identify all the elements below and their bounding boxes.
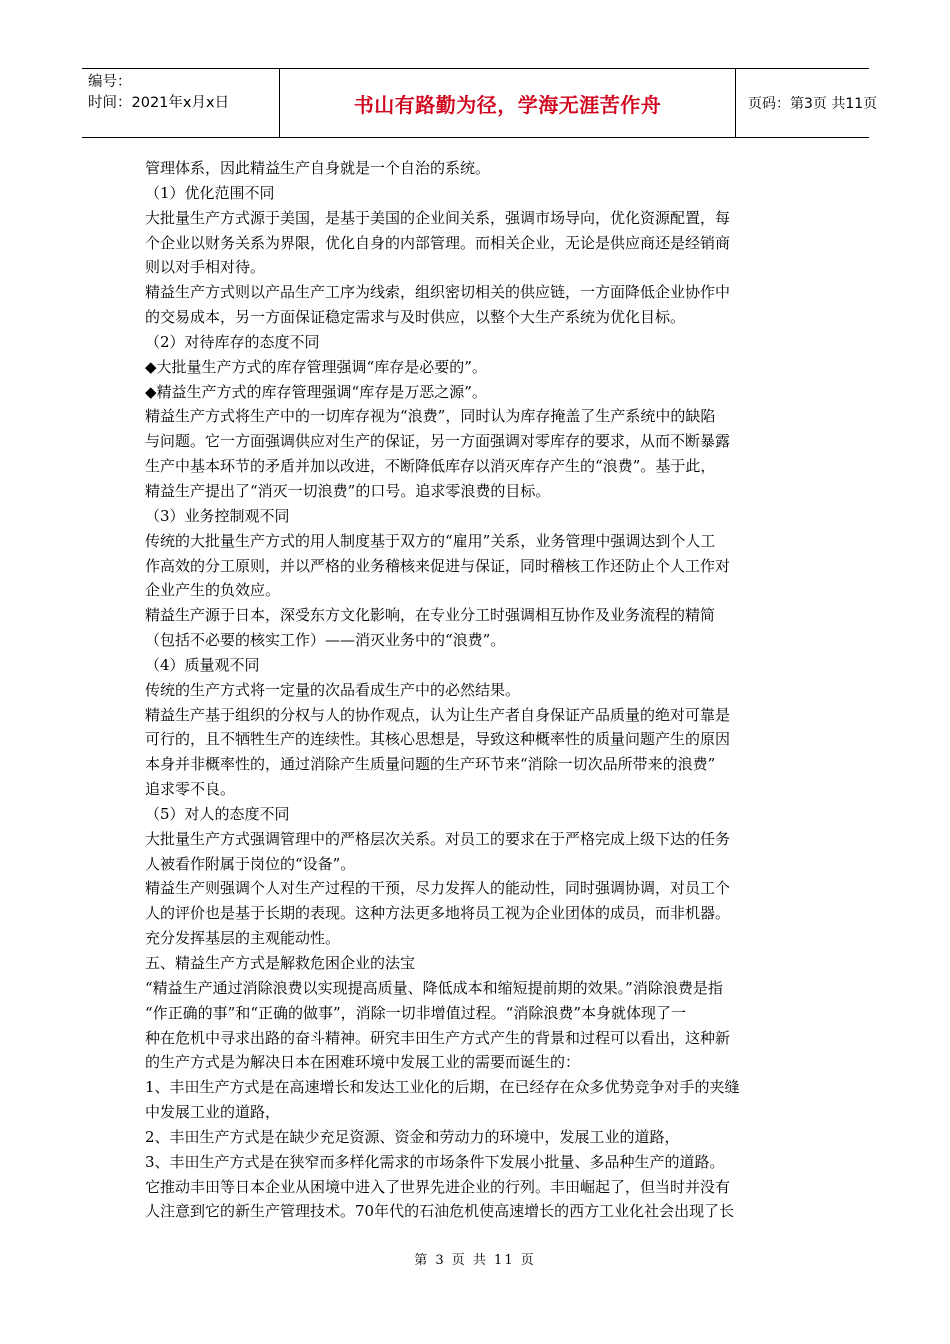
text-line: （包括不必要的核实工作）——消灭业务中的“浪费”。 bbox=[145, 631, 506, 650]
document-date: 时间：2021年x月x日 bbox=[88, 95, 230, 111]
text-line: 传统的大批量生产方式的用人制度基于双方的“雇用”关系，业务管理中强调达到个人工 bbox=[145, 531, 716, 550]
header-motto-cell bbox=[280, 69, 736, 137]
text-line: 个企业以财务关系为界限，优化自身的内部管理。而相关企业，无论是供应商还是经销商 bbox=[145, 233, 731, 252]
text-line: 作高效的分工原则，并以严格的业务稽核来促进与保证，同时稽核工作还防止个人工作对 bbox=[145, 556, 731, 575]
text-line: （4）质量观不同 bbox=[145, 655, 260, 674]
text-line: 精益生产方式则以产品生产工序为线索，组织密切相关的供应链，一方面降低企业协作中 bbox=[145, 283, 731, 302]
text-line: 传统的生产方式将一定量的次品看成生产中的必然结果。 bbox=[145, 680, 521, 699]
text-line: 管理体系，因此精益生产自身就是一个自治的系统。 bbox=[145, 159, 491, 177]
text-line: 大批量生产方式强调管理中的严格层次关系。对员工的要求在于严格完成上级下达的任务 bbox=[145, 829, 731, 848]
document-number-label: 编号： bbox=[88, 74, 132, 90]
text-line: 精益生产基于组织的分权与人的协作观点，认为让生产者自身保证产品质量的绝对可靠是 bbox=[145, 705, 731, 724]
text-line: 精益生产则强调个人对生产过程的干预，尽力发挥人的能动性，同时强调协调，对员工个 bbox=[145, 879, 731, 898]
page-footer: 第 3 页 共 11 页 bbox=[414, 1253, 536, 1268]
text-line: 追求零不良。 bbox=[145, 780, 236, 799]
text-line: 精益生产方式将生产中的一切库存视为“浪费”，同时认为库存掩盖了生产系统中的缺陷 bbox=[145, 407, 716, 426]
text-line: 企业产生的负效应。 bbox=[145, 581, 281, 600]
text-line: 的交易成本，另一方面保证稳定需求与及时供应，以整个大生产系统为优化目标。 bbox=[145, 308, 686, 327]
text-line: 精益生产源于日本，深受东方文化影响，在专业分工时强调相互协作及业务流程的精简 bbox=[145, 606, 716, 625]
page-header bbox=[82, 68, 878, 138]
header-meta bbox=[82, 69, 280, 137]
text-line: 人注意到它的新生产管理技术。70年代的石油危机使高速增长的西方工业化社会出现了长 bbox=[145, 1202, 735, 1221]
header-motto: 书山有路勤为径，学海无涯苦作舟 bbox=[353, 92, 662, 117]
text-line: 五、精益生产方式是解救危困企业的法宝 bbox=[145, 954, 416, 972]
text-line: （3）业务控制观不同 bbox=[145, 506, 290, 525]
text-line: ◆大批量生产方式的库存管理强调“库存是必要的”。 bbox=[145, 357, 487, 376]
text-line: 大批量生产方式源于美国，是基于美国的企业间关系，强调市场导向，优化资源配置，每 bbox=[145, 208, 731, 227]
text-line: 2、丰田生产方式是在缺少充足资源、资金和劳动力的环境中，发展工业的道路， bbox=[145, 1127, 680, 1146]
text-line: 生产中基本环节的矛盾并加以改进，不断降低库存以消灭库存产生的“浪费”。基于此， bbox=[145, 457, 716, 476]
text-line: 与问题。它一方面强调供应对生产的保证，另一方面强调对零库存的要求，从而不断暴露 bbox=[145, 432, 731, 451]
text-line: ◆精益生产方式的库存管理强调“库存是万恶之源”。 bbox=[145, 382, 487, 401]
text-line: （1）优化范围不同 bbox=[145, 183, 275, 202]
header-page-info: 页码：第3页 共11页 bbox=[748, 96, 878, 112]
text-line: “作正确的事”和“正确的做事”，消除一切非增值过程。“消除浪费”本身就体现了一 bbox=[145, 1003, 687, 1022]
document-body bbox=[145, 156, 808, 1224]
text-line: 它推动丰田等日本企业从困境中进入了世界先进企业的行列。丰田崛起了，但当时并没有 bbox=[145, 1177, 731, 1196]
text-line: 3、丰田生产方式是在狭窄而多样化需求的市场条件下发展小批量、多品种生产的道路。 bbox=[145, 1152, 725, 1171]
text-line: 则以对手相对待。 bbox=[145, 258, 266, 277]
text-line: 人的评价也是基于长期的表现。这种方法更多地将员工视为企业团体的成员，而非机器。 bbox=[145, 904, 731, 923]
text-line: 种在危机中寻求出路的奋斗精神。研究丰田生产方式产生的背景和过程可以看出，这种新 bbox=[145, 1028, 731, 1047]
text-line: （5）对人的态度不同 bbox=[145, 804, 290, 823]
text-line: 中发展工业的道路， bbox=[145, 1103, 281, 1122]
text-line: 人被看作附属于岗位的“设备”。 bbox=[145, 854, 356, 873]
text-line: （2）对待库存的态度不同 bbox=[145, 332, 320, 351]
text-line: 精益生产提出了“消灭一切浪费”的口号。追求零浪费的目标。 bbox=[145, 481, 551, 500]
text-line: 的生产方式是为解决日本在困难环境中发展工业的需要而诞生的： bbox=[145, 1053, 581, 1072]
text-line: 可行的，且不牺牲生产的连续性。其核心思想是，导致这种概率性的质量问题产生的原因 bbox=[145, 730, 731, 749]
text-line: 充分发挥基层的主观能动性。 bbox=[145, 929, 341, 948]
text-line: 本身并非概率性的，通过消除产生质量问题的生产环节来“消除一切次品所带来的浪费” bbox=[145, 755, 716, 774]
text-line: “精益生产通过消除浪费以实现提高质量、降低成本和缩短提前期的效果。”消除浪费是指 bbox=[145, 978, 723, 997]
text-line: 1、丰田生产方式是在高速增长和发达工业化的后期，在已经存在众多优势竞争对手的夹缝 bbox=[145, 1078, 740, 1097]
